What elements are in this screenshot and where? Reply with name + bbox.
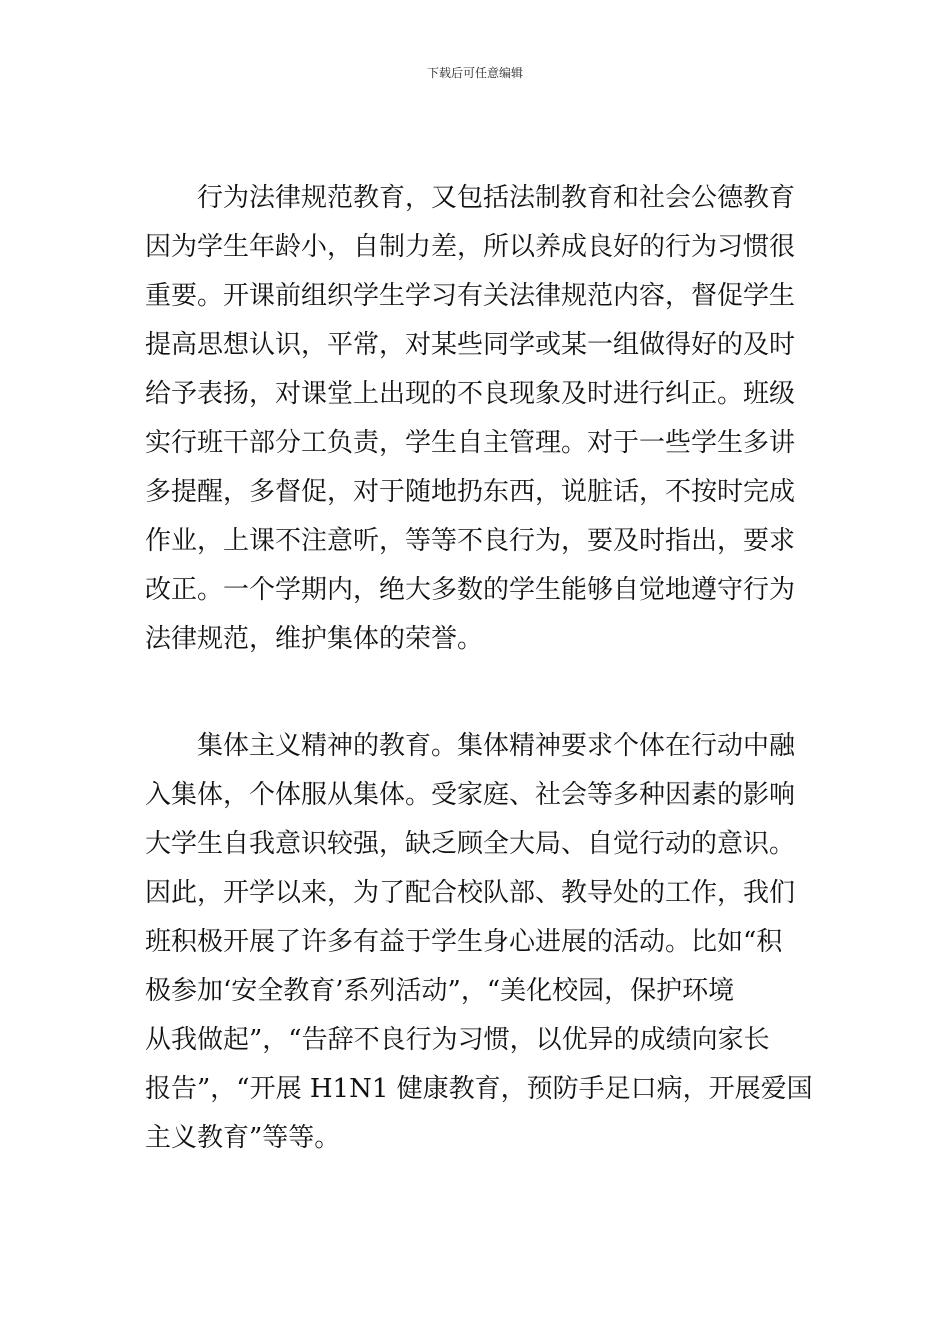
paragraph-line: 多提醒，多督促，对于随地扔东西，说脏话，不按时完成 <box>145 477 796 507</box>
paragraph-line: 入集体，个体服从集体。受家庭、社会等多种因素的影响 <box>145 780 796 810</box>
paragraph-line: 主义教育”等等。 <box>145 1123 341 1153</box>
paragraph-line: 提高思想认识，平常，对某些同学或某一组做得好的及时 <box>145 330 796 360</box>
paragraph-line: 实行班干部分工负责，学生自主管理。对于一些学生多讲 <box>145 428 796 458</box>
paragraph-collectivism-education <box>145 722 813 1163</box>
page-header-note: 下载后可任意编辑 <box>426 66 523 80</box>
paragraph-line: 极参加‘安全教育’系列活动”，“美化校园，保护环境 <box>145 976 735 1006</box>
paragraph-line: 班积极开展了许多有益于学生身心进展的活动。比如“积 <box>145 927 783 957</box>
paragraph-behavior-law-education <box>145 174 810 664</box>
paragraph-line: 给予表扬，对课堂上出现的不良现象及时进行纠正。班级 <box>145 379 796 409</box>
paragraph-line: 集体主义精神的教育。集体精神要求个体在行动中融 <box>197 731 796 761</box>
paragraph-line: 因为学生年龄小，自制力差，所以养成良好的行为习惯很 <box>145 232 796 262</box>
paragraph-line: 法律规范，维护集体的荣誉。 <box>145 624 484 654</box>
paragraph-line: 重要。开课前组织学生学习有关法律规范内容，督促学生 <box>145 281 796 311</box>
paragraph-line: 改正。一个学期内，绝大多数的学生能够自觉地遵守行为 <box>145 575 796 605</box>
paragraph-line: 因此，开学以来，为了配合校队部、教导处的工作，我们 <box>145 878 796 908</box>
paragraph-line: 行为法律规范教育，又包括法制教育和社会公德教育 <box>197 183 796 213</box>
paragraph-line: 大学生自我意识较强，缺乏顾全大局、自觉行动的意识。 <box>145 829 796 859</box>
paragraph-line: 报告”，“开展 H1N1 健康教育，预防手足口病，开展爱国 <box>145 1074 813 1104</box>
paragraph-line: 作业，上课不注意听，等等不良行为，要及时指出，要求 <box>145 526 796 556</box>
paragraph-line: 从我做起”，“告辞不良行为习惯，以优异的成绩向家长 <box>145 1025 770 1055</box>
